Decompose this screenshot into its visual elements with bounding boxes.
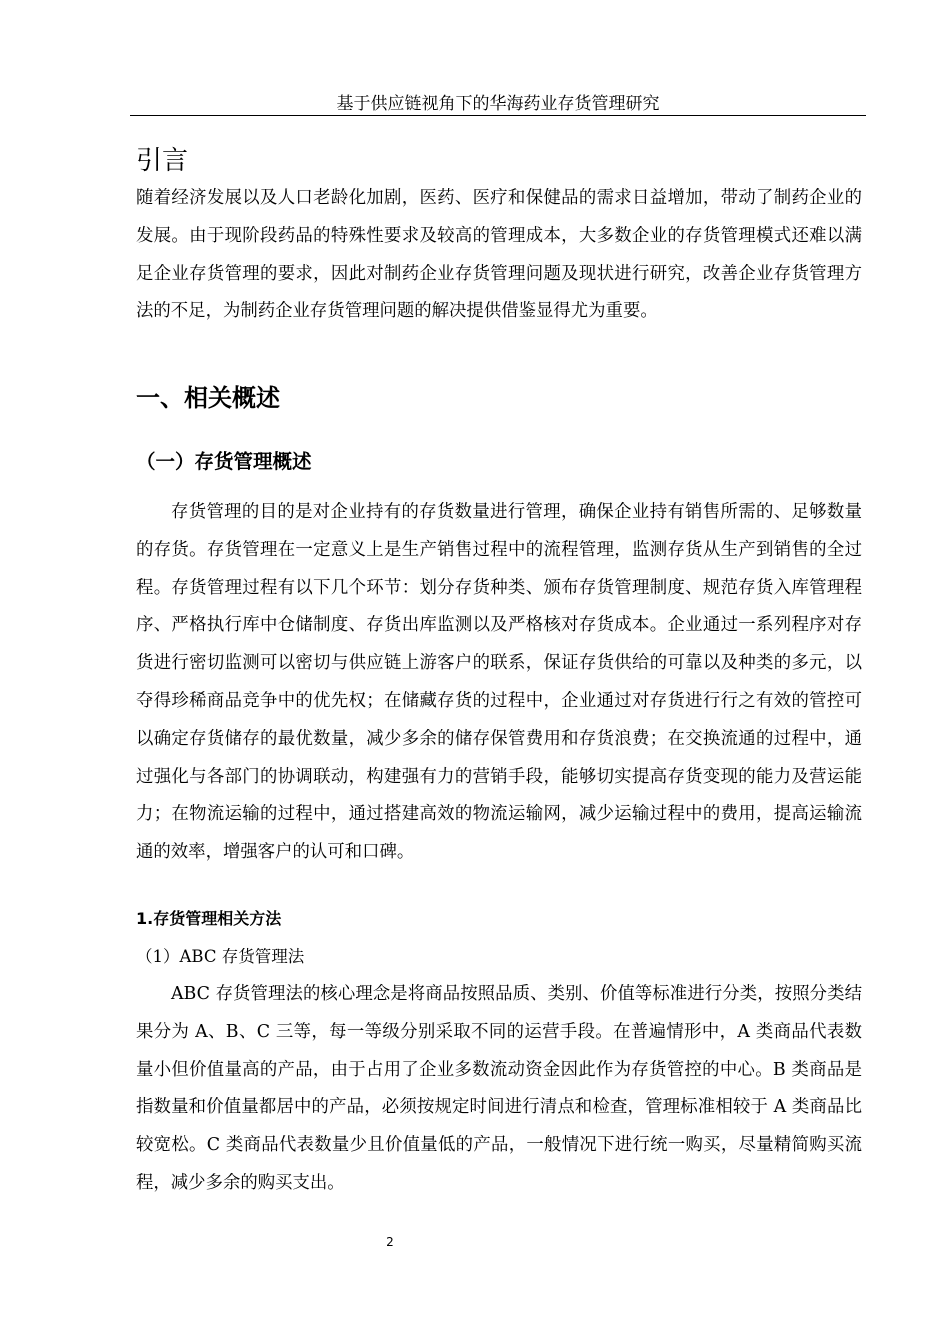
methods-heading: 1.存货管理相关方法 (136, 909, 282, 928)
abc-method-heading: （1）ABC 存货管理法 (136, 947, 305, 966)
section-heading-related-overview: 一、相关概述 (136, 384, 280, 412)
intro-heading: 引言 (136, 146, 189, 176)
page-number: 2 (386, 1235, 394, 1249)
inventory-overview-paragraph: 存货管理的目的是对企业持有的存货数量进行管理，确保企业持有销售所需的、足够数量的存货。存货管理在一定意义上是生产销售过程中的流程管理，监测存货从生产到销售的全过程。存货管理过程有以下几个环节：划分存货种类、颁布存货管理制度、规范存货入库管理程序、严格执行库中仓储制度、存货出库监测以及严格核对存货成本。企业通过一系列程序对存货进行密切监测可以密切与供应链上游客户的联系，保证存货供给的可靠以及种类的多元，以夺得珍稀商品竞争中的优先权；在储藏存货的过程中，企业通过对存货进行行之有效的管控可以确定存货储存的最优数量，减少多余的储存保管费用和存货浪费；在交换流通的过程中，通过强化与各部门的协调联动，构建强有力的营销手段，能够切实提高存货变现的能力及营运能力；在物流运输的过程中，通过搭建高效的物流运输网，减少运输过程中的费用，提高运输流通的效率，增强客户的认可和口碑。 (136, 502, 862, 863)
abc-method-paragraph: ABC 存货管理法的核心理念是将商品按照品质、类别、价值等标准进行分类，按照分类结果分为 A、B、C 三等，每一等级分别采取不同的运营手段。在普遍情形中，A 类商品代表数量小但价值量高的产品，由于占用了企业多数流动资金因此作为存货管控的中心。B 类商品是指数量和价值量都居中的产品，必须按规定时间进行清点和检查，管理标准相较于 A 类商品比较宽松。C 类商品代表数量少且价值量低的产品，一般情况下进行统一购买，尽量精简购买流程，减少多余的购买支出。 (136, 984, 862, 1193)
running-header: 基于供应链视角下的华海药业存货管理研究 (336, 94, 660, 114)
header-divider (130, 115, 866, 116)
intro-paragraph: 随着经济发展以及人口老龄化加剧，医药、医疗和保健品的需求日益增加，带动了制药企业的发展。由于现阶段药品的特殊性要求及较高的管理成本，大多数企业的存货管理模式还难以满足企业存货管理的要求，因此对制药企业存货管理问题及现状进行研究，改善企业存货管理方法的不足，为制药企业存货管理问题的解决提供借鉴显得尤为重要。 (136, 188, 862, 322)
subsection-heading-inventory-overview: （一）存货管理概述 (136, 450, 312, 473)
